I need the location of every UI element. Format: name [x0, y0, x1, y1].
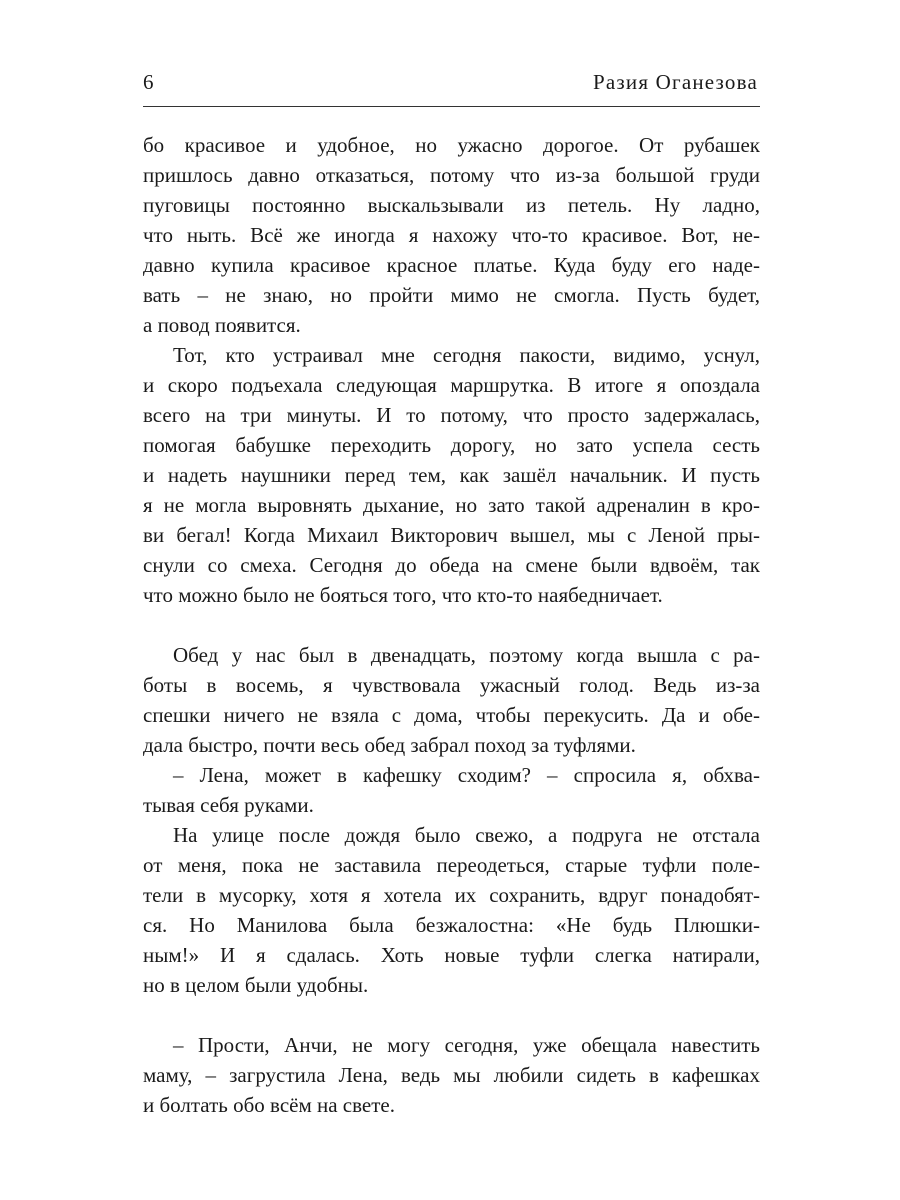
- text-line: – Лена, может в кафешку сходим? – спросила я, обхва-: [173, 763, 760, 787]
- text-line: и болтать обо всём на свете.: [143, 1093, 395, 1117]
- text-line: а повод появится.: [143, 313, 301, 337]
- text-line: тели в мусорку, хотя я хотела их сохранить, вдруг понадобят-: [143, 883, 760, 907]
- text-line: спешки ничего не взяла с дома, чтобы перекусить. Да и обе-: [143, 703, 760, 727]
- text-line: тывая себя руками.: [143, 793, 314, 817]
- text-line: я не могла выровнять дыхание, но зато такой адреналин в кро-: [143, 493, 760, 517]
- text-line: что ныть. Всё же иногда я нахожу что-то красивое. Вот, не-: [143, 223, 760, 247]
- text-line: снули со смеха. Сегодня до обеда на смене были вдвоём, так: [143, 553, 760, 577]
- text-line: от меня, пока не заставила переодеться, старые туфли поле-: [143, 853, 760, 877]
- text-line: и надеть наушники перед тем, как зашёл начальник. И пусть: [143, 463, 760, 487]
- text-line: боты в восемь, я чувствовала ужасный голод. Ведь из-за: [143, 673, 760, 697]
- text-line: пуговицы постоянно выскальзывали из петель. Ну ладно,: [143, 193, 760, 217]
- text-line: – Прости, Анчи, не могу сегодня, уже обещала навестить: [173, 1033, 760, 1057]
- body-text: [143, 130, 760, 1120]
- header-rule: [143, 106, 760, 107]
- running-title: Разия Оганезова: [593, 70, 758, 94]
- page-header: [143, 70, 760, 100]
- text-line: но в целом были удобны.: [143, 973, 369, 997]
- text-line: Обед у нас был в двенадцать, поэтому когда вышла с ра-: [173, 643, 760, 667]
- text-line: пришлось давно отказаться, потому что из-за большой груди: [143, 163, 760, 187]
- text-line: Тот, кто устраивал мне сегодня пакости, видимо, уснул,: [173, 343, 760, 367]
- text-line: бо красивое и удобное, но ужасно дорогое. От рубашек: [143, 133, 760, 157]
- paragraph-gap: [143, 610, 760, 640]
- text-line: всего на три минуты. И то потому, что просто задержалась,: [143, 403, 760, 427]
- text-line: что можно было не бояться того, что кто-то наябедничает.: [143, 583, 663, 607]
- text-line: ным!» И я сдалась. Хоть новые туфли слегка натирали,: [143, 943, 760, 967]
- text-line: маму, – загрустила Лена, ведь мы любили сидеть в кафешках: [143, 1063, 760, 1087]
- page-number: 6: [143, 70, 154, 94]
- text-line: и скоро подъехала следующая маршрутка. В итоге я опоздала: [143, 373, 760, 397]
- text-line: ви бегал! Когда Михаил Викторович вышел, мы с Леной пры-: [143, 523, 760, 547]
- text-line: давно купила красивое красное платье. Куда буду его наде-: [143, 253, 760, 277]
- paragraph-gap: [143, 1000, 760, 1030]
- text-line: помогая бабушке переходить дорогу, но зато успела сесть: [143, 433, 760, 457]
- text-line: На улице после дождя было свежо, а подруга не отстала: [173, 823, 760, 847]
- text-line: вать – не знаю, но пройти мимо не смогла. Пусть будет,: [143, 283, 760, 307]
- text-line: ся. Но Манилова была безжалостна: «Не будь Плюшки-: [143, 913, 760, 937]
- text-line: дала быстро, почти весь обед забрал поход за туфлями.: [143, 733, 636, 757]
